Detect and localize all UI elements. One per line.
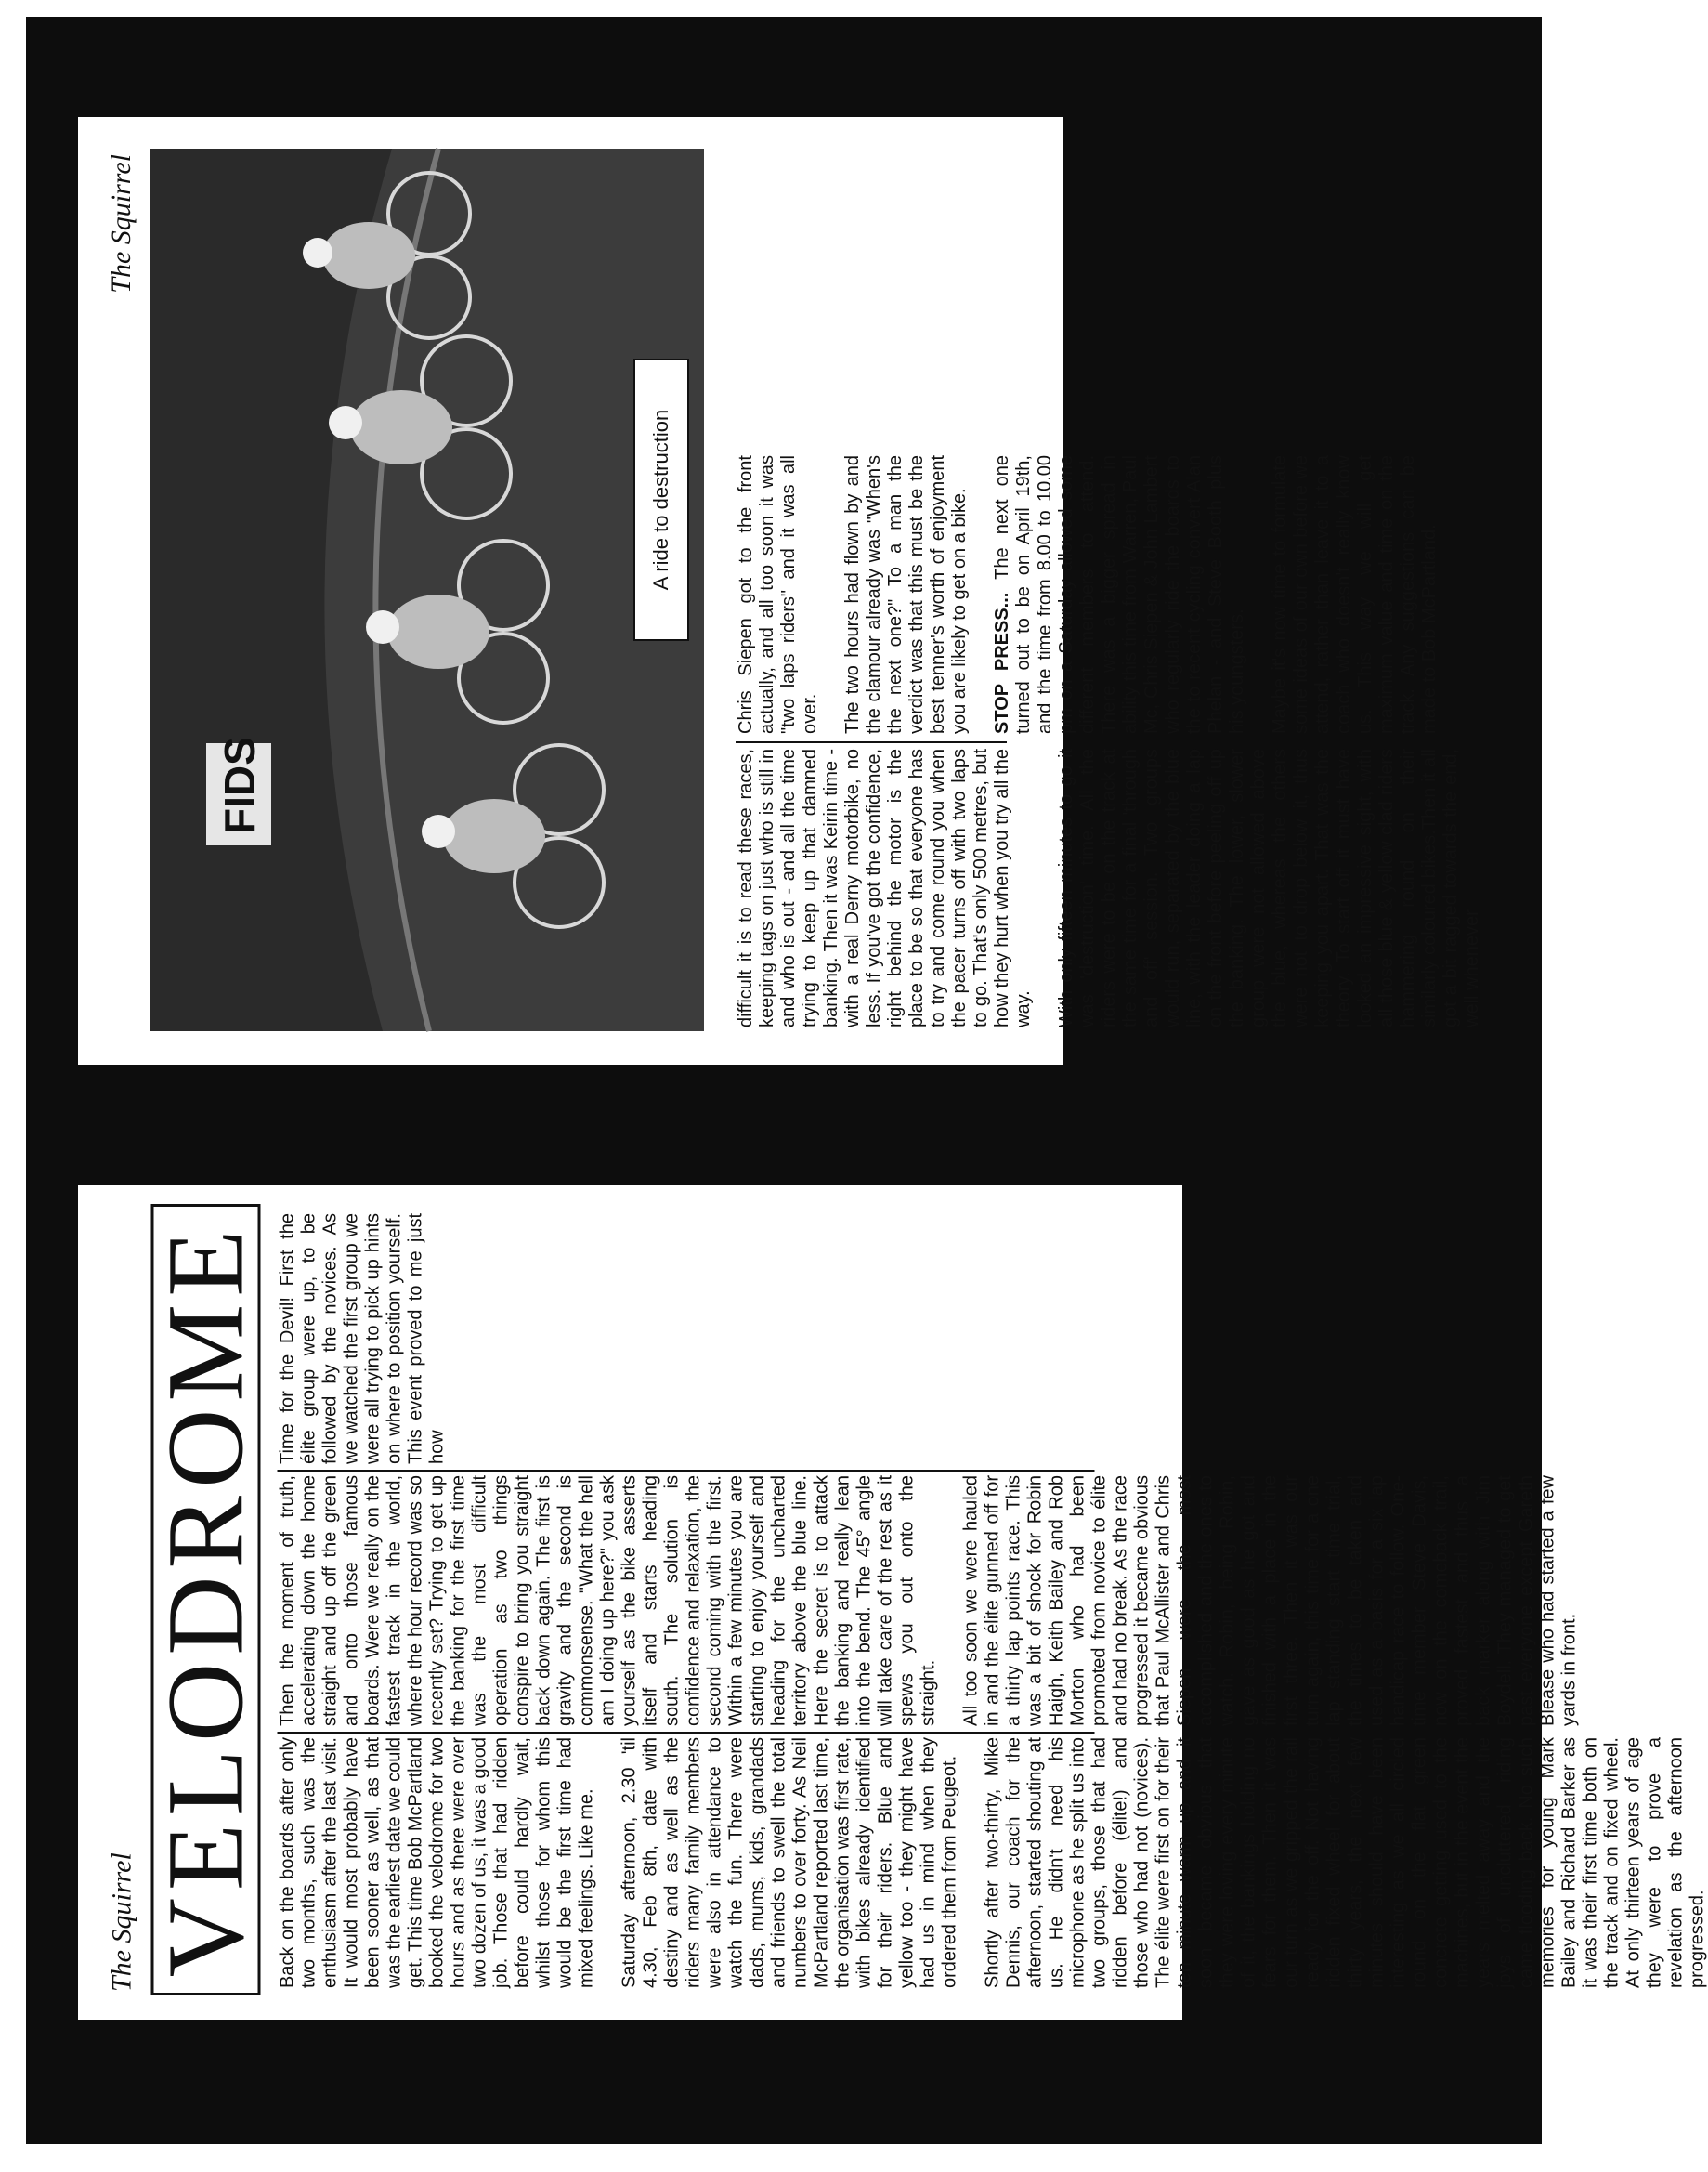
paragraph: The two hours had flown by and the clamour already was "When's the next one?" To a man the verdict was that this must be the best tenner's worth of enjoyment you are likely to get on a bike. bbox=[842, 455, 970, 734]
column-rule bbox=[277, 1732, 1094, 1734]
masthead-title: VELODROME bbox=[144, 1222, 266, 1978]
riders-photo-illustration bbox=[150, 149, 704, 1031]
paragraph: All too soon we were hauled in and the élite gunned off for a thirty lap points race. This was a bit of shock for Robin Haigh, Keith Bailey and Rob Morton who had been promoted from novice to élite and had no break. As the race progressed it became obvious that Paul McAllister and Chris Siepen were the most accomplished and the ones to watch. Robin, being Robin, gave as good as he got and finished with a place in the first three. Then it was our turn again, this time for a one lap standing start time trial, the times to be taken and used as a basis for a six lap handicap race to follow. One-time member Steve Davis, now on the comeback trail, proved fastest and thus a back marker along with Jim Boydell. They managed to get past everyone except Gareth Blease who had started a few yards in front. bbox=[960, 1475, 1579, 1726]
paragraph: Then the moment of truth, accelerating down the home straight and up off the green and onto those famous boards. Were we really on the fastest track in the world, where the hour record was so recently set? Trying to get up the banking for the first time was the most difficult operation as two things conspire to bring you straight back down again. The first is gravity and the second is commonsense. "What the hell am I doing up here?" you ask yourself as the bike asserts itself and starts heading south. The solution is confidence and relaxation, the second coming with the first. Within a few minutes you are starting to enjoy yourself and heading for the uncharted territory above the blue line. Here the secret is to attack the banking and really lean into the bend. The 45° angle will take care of the rest as it spews you out onto the straight. bbox=[277, 1475, 938, 1726]
article-column-1 bbox=[736, 749, 1483, 1027]
paragraph bbox=[992, 455, 1248, 734]
paragraph: With only fifteen minutes to go it was 'destruction' time. All the riders were to be on the track at the same time for a final 'through and off' session. Two groups would run, separated by the blue line, with the leader doing a lap on the front before peeling off up the banking. The lower, slower group were not allowed above the blue, whereas the others were not to drop below it, thus keeping you apart. That was the theory. To start off it must have looked an impressive sight, with all those blue & yellow clad riders hammering round on their similarly coloured bikes.Then it all got a bit ragged towards the end, well whenever bbox=[1056, 749, 1482, 1027]
rotated-page-content bbox=[78, 117, 1482, 1065]
page-velodrome-continued bbox=[78, 117, 1482, 1065]
paragraph: Shortly after two-thirty, Mike Dennis, our coach for the afternoon, started shouting at us. He didn't need his microphone as he split us into two groups, those that had ridden before (élite!) and those who had not (novices). The élite were first on for their ten minute warm up and it soon became obvious that they were loving every minute of it, the bankings holding no fears for them. Then it was our turn as we gripped the rail ready for the off. Not having ridden fixed wheel for about thirty years, the next few minutes should have been interesting as we all circled round on the flat green concrete getting used to the machines, but in the event the years melted away and the joys of uncluttered riding came flooding back. No such memories for young Mark Bailey and Richard Barker as it was their first time both on the track and on fixed wheel. At only thirteen years of age they were to prove a revelation as the afternoon progressed. bbox=[982, 1737, 1707, 1988]
page-velodrome-start bbox=[78, 1185, 1707, 2020]
paragraph: Back on the boards after only two months, such was the enthusiasm after the last visit. It would most probably have been sooner as well, as that was the earliest date we could get. This time Bob McPartland booked the velodrome for two hours and as there were over two dozen of us, it was a good job. Those that had ridden before could hardly wait, whilst those for whom this would be the first time had mixed feelings. Like me. bbox=[277, 1737, 596, 1988]
photo-caption: A ride to destruction bbox=[633, 359, 689, 641]
article-column-1 bbox=[277, 1737, 1708, 1988]
stop-press-label: STOP PRESS... bbox=[992, 592, 1012, 734]
column-rule bbox=[277, 1470, 1094, 1472]
paragraph: Maybe it's now time to formulate some ideas of our own before we attend, rather than leave it to a coach who doesn't really know us. This way we will get maximum value and time on the track. Any suggestions can be made to Bob McPartland. bbox=[1270, 455, 1440, 734]
article-column-2 bbox=[736, 455, 1441, 734]
stop-press-text: The next one turned out to be on April 19th, and the time from 8.00 to 10.00 pm on a Saturday allowed some different members to attend. There was a bigger spread in ability this time from Warren, Paul Mc, Chris Siepen & John Lambert who regularly ride the boards to the to recent cycling convert Alan Phelan - and Steve Booth plus his youngsters. bbox=[992, 455, 1247, 734]
track-riders-photo bbox=[150, 149, 704, 1031]
rotated-page-content bbox=[78, 1185, 1707, 2020]
paragraph: Chris Siepen got to the front actually, and all too soon it was "two laps riders" and it was all over. bbox=[736, 455, 820, 734]
paragraph: Time for the Devil! First the élite group were up, to be followed by the novices. As we watched the first group we were all trying to pick up hints on where to position yourself. This event proved to me just how bbox=[277, 1213, 447, 1464]
column-rule bbox=[736, 741, 1007, 743]
paragraph: Saturday afternoon, 2.30 'til 4.30, Feb 8th, date with destiny and as well as the riders many family members were also in attendance to watch the fun. There were dads, mums, kids, grandads and friends to swell the total numbers to over forty. As Neil McPartland reported last time, the organisation was first rate, with bikes already identified for their riders. Blue and yellow too - they might have had us in mind when they ordered them from Peugeot. bbox=[619, 1737, 959, 1988]
paragraph: difficult it is to read these races, keeping tags on just who is still in and who is out - and all the time trying to keep up that damned banking. Then it was Keirin time - with a real Derny motorbike, no less. If you've got the confidence, right behind the motor is the place to be so that everyone has to try and come round you when the pacer turns off with two laps to go. That's only 500 metres, but how they hurt when you try all the way. bbox=[736, 749, 1034, 1027]
track-sign-text: FIDS bbox=[215, 737, 264, 834]
masthead-frame bbox=[144, 1204, 266, 1995]
article-column-3 bbox=[277, 1213, 448, 1464]
article-column-2 bbox=[277, 1475, 1580, 1726]
running-head: The Squirrel bbox=[106, 154, 137, 294]
running-head: The Squirrel bbox=[106, 1852, 137, 1992]
